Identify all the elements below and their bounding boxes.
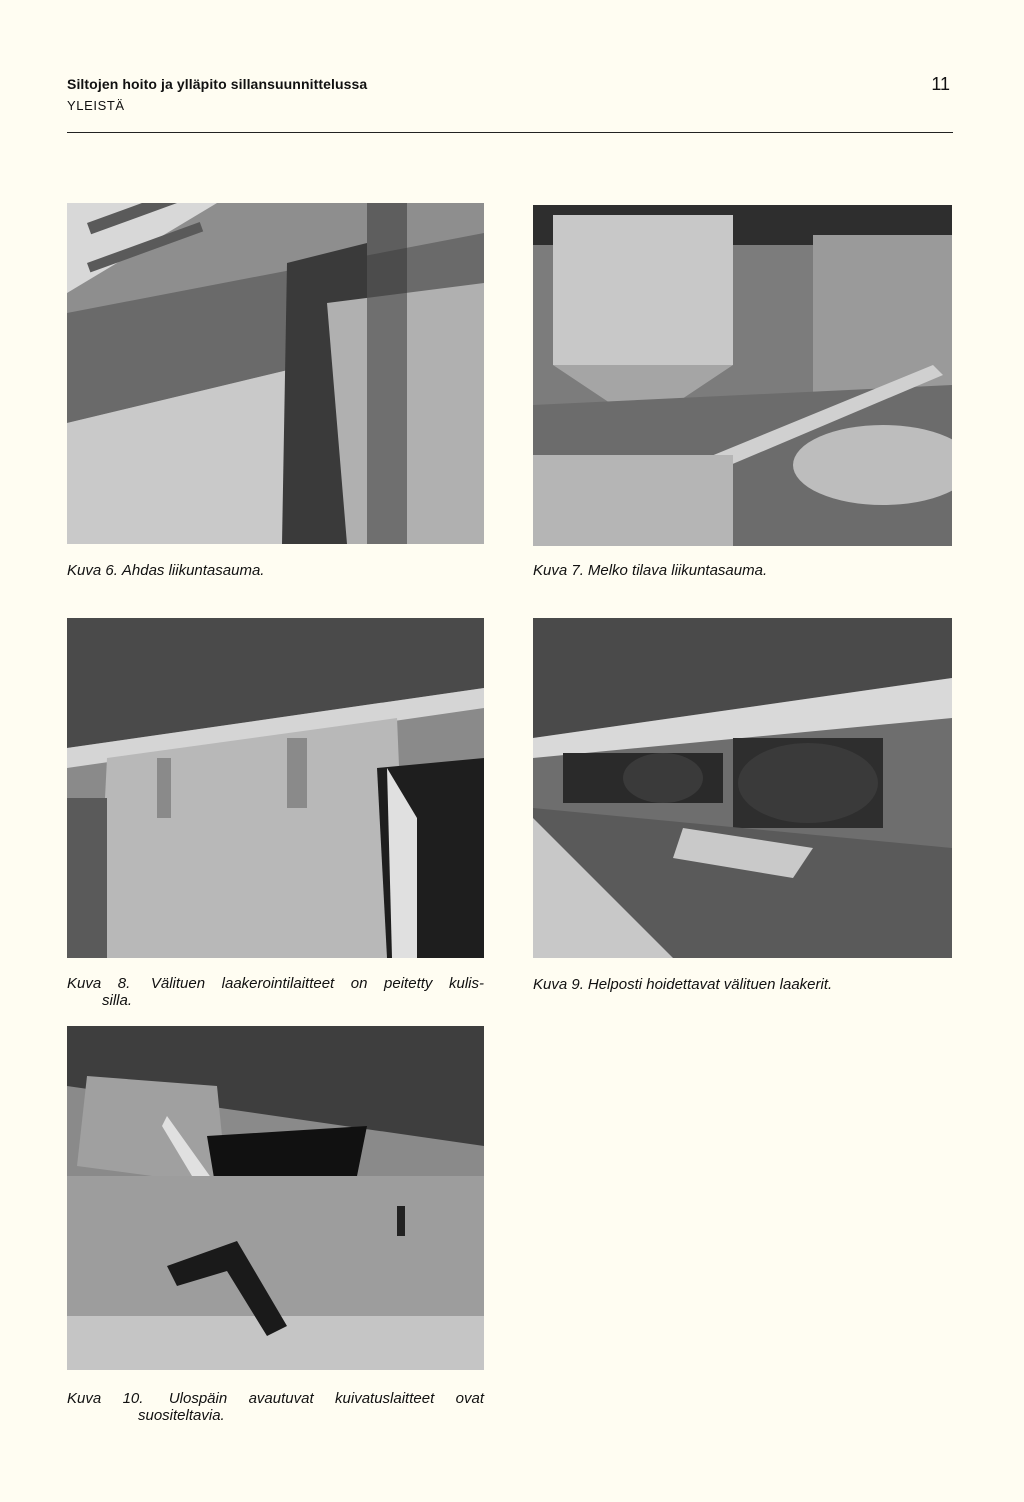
- page-number: 11: [931, 74, 950, 94]
- caption-number: Kuva 6.: [67, 562, 118, 579]
- caption-number: Kuva 10.: [67, 1390, 144, 1407]
- caption-kuva-6: [67, 562, 264, 579]
- photo-kuva-6: [67, 203, 484, 544]
- caption-kuva-8: [67, 975, 484, 992]
- caption-kuva-10-line2: [138, 1407, 225, 1424]
- header-rule: [67, 132, 953, 133]
- caption-text: Helposti hoidettavat välituen laakerit.: [587, 976, 833, 993]
- photo-kuva-7: [533, 205, 952, 546]
- caption-number: Kuva 8.: [67, 975, 131, 992]
- page-header-title: Siltojen hoito ja ylläpito sillansuunnittelussa: [67, 76, 368, 92]
- caption-text-line2: suositeltavia.: [138, 1407, 225, 1424]
- caption-kuva-10: [67, 1390, 484, 1407]
- caption-text: Melko tilava liikuntasauma.: [587, 562, 768, 579]
- caption-text: Ahdas liikuntasauma.: [121, 562, 265, 579]
- caption-kuva-8-line2: [102, 992, 132, 1009]
- photo-kuva-10: [67, 1026, 484, 1370]
- caption-text-line1: Välituen laakerointilaitteet on peitetty kulis-: [150, 975, 484, 992]
- photo-kuva-8: [67, 618, 484, 958]
- caption-number: Kuva 7.: [533, 562, 584, 579]
- caption-number: Kuva 9.: [533, 976, 584, 993]
- caption-kuva-7: [533, 562, 767, 579]
- caption-kuva-9: [533, 976, 832, 993]
- caption-text-line1: Ulospäin avautuvat kuivatuslaitteet ovat: [168, 1390, 484, 1407]
- page-header-section: YLEISTÄ: [67, 98, 125, 113]
- photo-kuva-9: [533, 618, 952, 958]
- caption-text-line2: silla.: [102, 992, 133, 1009]
